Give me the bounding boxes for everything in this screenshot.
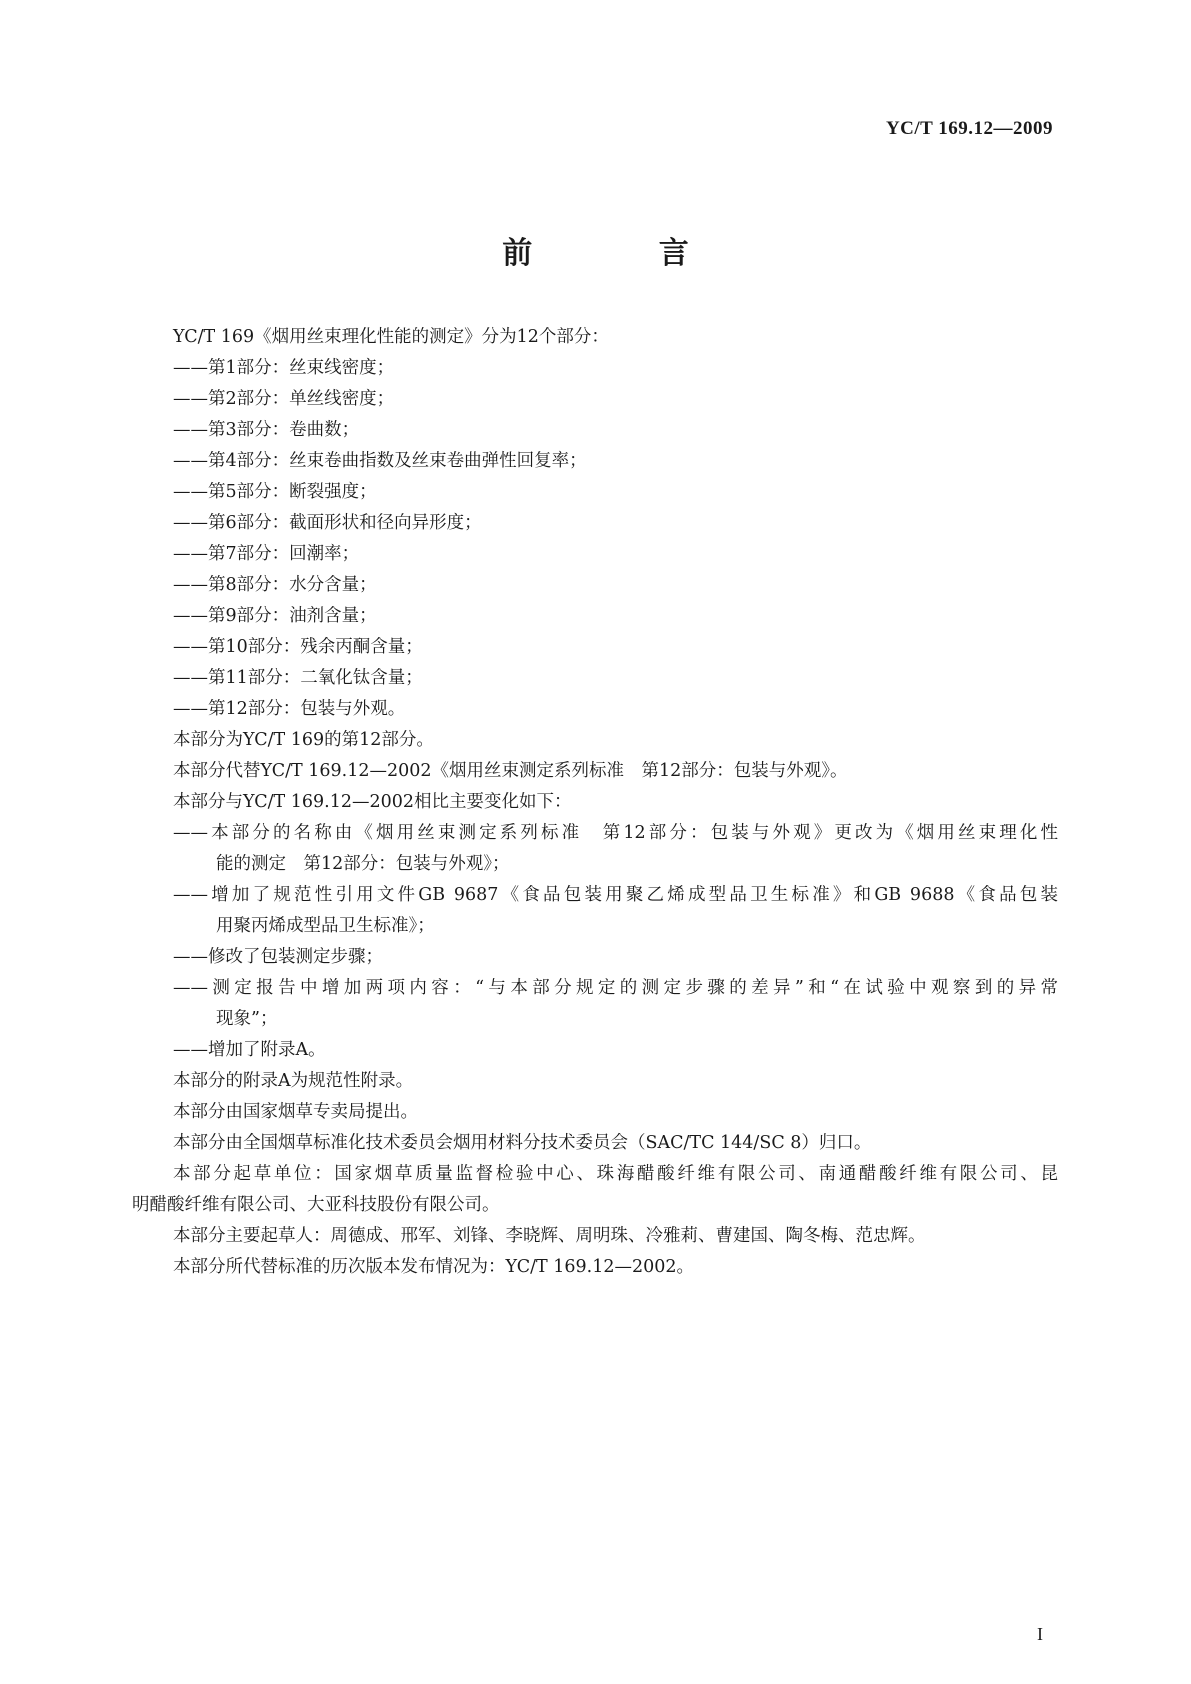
part-list-item: ——第5部分：断裂强度；	[173, 482, 377, 502]
drafting-units-line1: 本部分起草单位：国家烟草质量监督检验中心、珠海醋酸纤维有限公司、南通醋酸纤维有限公司、昆	[173, 1164, 1058, 1184]
part-list-item: ——第11部分：二氧化钛含量；	[173, 668, 423, 688]
part-list-item: ——第2部分：单丝线密度；	[173, 389, 395, 409]
statement-changes: 本部分与YC/T 169.12—2002相比主要变化如下：	[173, 792, 572, 812]
change-item-5: ——增加了附录A。	[173, 1040, 326, 1060]
change-item-2-line1: ——增加了规范性引用文件GB 9687《食品包装用聚乙烯成型品卫生标准》和GB 9688《食品包装	[173, 885, 1058, 905]
change-item-2-line2: 用聚丙烯成型品卫生标准》；	[216, 916, 435, 936]
statement-proposed: 本部分由国家烟草专卖局提出。	[173, 1102, 418, 1122]
part-list-item: ——第4部分：丝束卷曲指数及丝束卷曲弹性回复率；	[173, 451, 587, 471]
change-item-4-line2: 现象”；	[216, 1009, 278, 1029]
foreword-body	[132, 322, 1058, 1283]
statement-centralized: 本部分由全国烟草标准化技术委员会烟用材料分技术委员会（SAC/TC 144/SC 8）归口。	[173, 1133, 872, 1153]
standard-code: YC/T 169.12—2009	[885, 118, 1053, 139]
intro-paragraph: YC/T 169《烟用丝束理化性能的测定》分为12个部分：	[173, 327, 609, 347]
part-list-item: ——第9部分：油剂含量；	[173, 606, 377, 626]
part-list-item: ——第8部分：水分含量；	[173, 575, 377, 595]
statement-replace: 本部分代替YC/T 169.12—2002《烟用丝束测定系列标准 第12部分：包装与外观》。	[173, 761, 848, 781]
part-list-item: ——第7部分：回潮率；	[173, 544, 360, 564]
part-list-item: ——第12部分：包装与外观。	[173, 699, 406, 719]
page-number: I	[1037, 1624, 1043, 1644]
drafting-units-line2: 明醋酸纤维有限公司、大亚科技股份有限公司。	[132, 1195, 500, 1215]
drafters: 本部分主要起草人：周德成、邢军、刘锋、李晓辉、周明珠、冷雅莉、曹建国、陶冬梅、范忠辉。	[173, 1226, 926, 1246]
statement-appendix: 本部分的附录A为规范性附录。	[173, 1071, 414, 1091]
history: 本部分所代替标准的历次版本发布情况为：YC/T 169.12—2002。	[173, 1257, 695, 1277]
change-item-1-line1: ——本部分的名称由《烟用丝束测定系列标准 第12部分：包装与外观》更改为《烟用丝束理化性	[173, 823, 1058, 843]
change-item-4-line1: ——测定报告中增加两项内容：“与本部分规定的测定步骤的差异”和“在试验中观察到的异常	[173, 978, 1058, 998]
page-title: 前 言	[502, 236, 747, 271]
statement-part: 本部分为YC/T 169的第12部分。	[173, 730, 434, 750]
part-list-item: ——第1部分：丝束线密度；	[173, 358, 395, 378]
part-list-item: ——第10部分：残余丙酮含量；	[173, 637, 423, 657]
part-list-item: ——第3部分：卷曲数；	[173, 420, 360, 440]
part-list-item: ——第6部分：截面形状和径向异形度；	[173, 513, 482, 533]
change-item-1-line2: 能的测定 第12部分：包装与外观》；	[216, 854, 510, 874]
change-item-3: ——修改了包装测定步骤；	[173, 947, 383, 967]
